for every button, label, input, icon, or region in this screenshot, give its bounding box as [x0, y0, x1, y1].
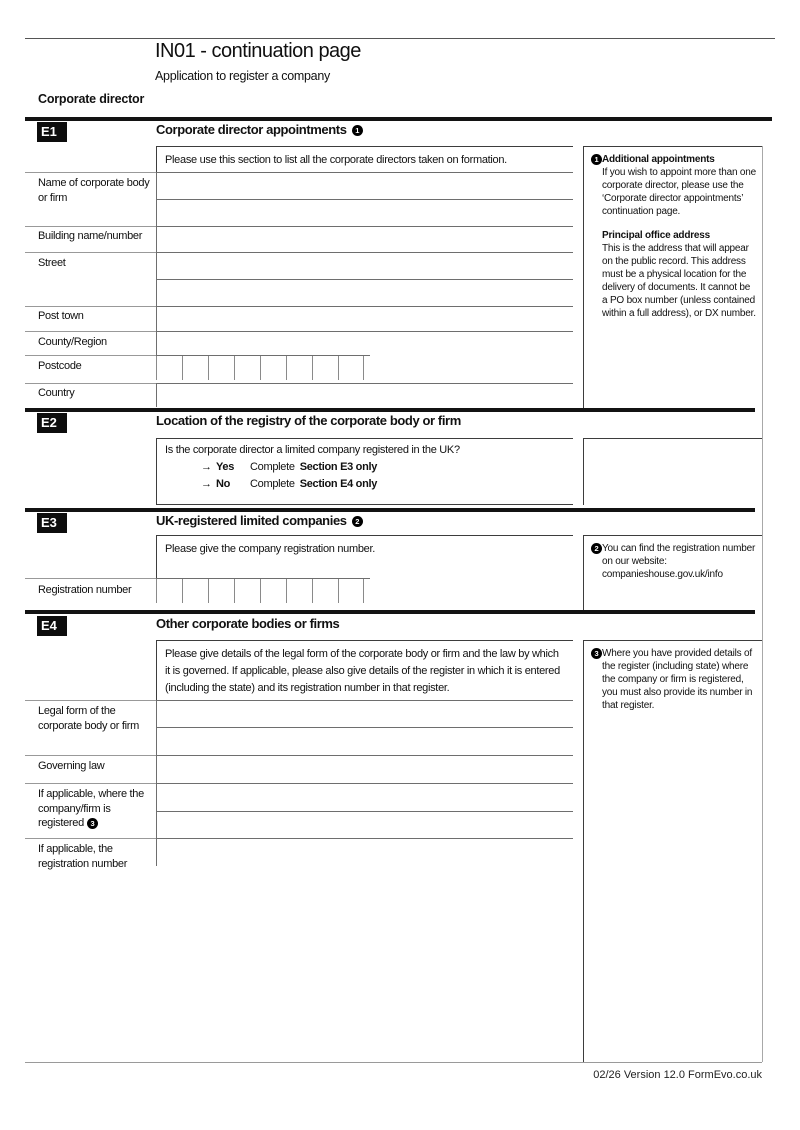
county-region-label: County/Region: [38, 336, 107, 348]
postcode-box[interactable]: [338, 356, 364, 380]
option-answer: Yes: [216, 461, 235, 473]
note-ref-1-icon: 1: [352, 125, 363, 136]
bottom-rule: [25, 1062, 762, 1063]
street-label: Street: [38, 257, 66, 269]
postcode-box[interactable]: [208, 356, 234, 380]
label-separator: [25, 755, 156, 756]
section-e4-badge: E4: [37, 616, 67, 636]
note-title: Additional appointments: [602, 154, 715, 165]
governing-law-label: Governing law: [38, 760, 105, 772]
registration-number-box[interactable]: [260, 579, 286, 603]
section-e2-badge: E2: [37, 413, 67, 433]
e1-guidance-text: Please use this section to list all the corporate directors taken on formation.: [165, 154, 507, 166]
name-of-corporate-body-label: Name of corporate body or firm: [38, 177, 150, 204]
note-register-details: [591, 647, 758, 712]
legal-form-label: Legal form of the corporate body or firm: [38, 705, 139, 732]
label-separator: [25, 355, 156, 356]
e2-option-yes: [165, 461, 565, 473]
option-answer: No: [216, 478, 231, 490]
option-target: Section E4 only: [299, 478, 378, 490]
note-ref-3-icon: 3: [87, 818, 98, 829]
registration-number-box[interactable]: [182, 579, 208, 603]
label-separator: [25, 226, 156, 227]
e3-notes: [583, 535, 762, 610]
label-separator: [25, 838, 156, 839]
registration-number-box[interactable]: [234, 579, 260, 603]
registration-number-label: Registration number: [38, 584, 132, 596]
building-name-number-label: Building name/number: [38, 230, 143, 242]
postcode-box[interactable]: [182, 356, 208, 380]
where-registered-input-2[interactable]: [156, 811, 573, 838]
note-additional-appointments: [591, 153, 758, 218]
building-name-number-input[interactable]: [156, 226, 573, 252]
section-e4-heading: [156, 616, 339, 631]
registration-number-if-applicable-label: If applicable, the registration number: [38, 843, 128, 870]
section-e1-badge: E1: [37, 122, 67, 142]
e1-guidance-box: [156, 146, 573, 172]
e4-guidance-box: [156, 640, 573, 700]
corporate-director-heading: Corporate director: [38, 92, 145, 106]
governing-law-input[interactable]: [156, 755, 573, 783]
section-e4-heading-text: Other corporate bodies or firms: [156, 616, 340, 631]
country-input[interactable]: [156, 383, 573, 407]
postcode-box[interactable]: [286, 356, 312, 380]
registration-number-box[interactable]: [156, 579, 182, 603]
section-e3-divider: [25, 508, 755, 512]
label-separator: [25, 383, 156, 384]
registration-number-box[interactable]: [286, 579, 312, 603]
note-ref-3-icon: 3: [591, 648, 602, 659]
postcode-label: Postcode: [38, 360, 82, 372]
arrow-right-icon: →: [201, 461, 212, 473]
option-instruction: Complete: [250, 478, 295, 490]
section-e3-heading-text: UK-registered limited companies: [156, 513, 347, 528]
where-registered-label: [38, 787, 154, 831]
postcode-box[interactable]: [312, 356, 338, 380]
postcode-box[interactable]: [260, 356, 286, 380]
footer-version-text: 02/26 Version 12.0 FormEvo.co.uk: [593, 1069, 762, 1081]
section-e3-badge: E3: [37, 513, 67, 533]
option-target: Section E3 only: [299, 461, 378, 473]
section-e3-heading: [156, 513, 363, 528]
e2-question-box: [156, 438, 573, 505]
label-separator: [25, 700, 156, 701]
form-subtitle: Application to register a company: [155, 69, 330, 83]
top-rule: [25, 38, 775, 39]
postcode-comb: [156, 355, 370, 380]
name-of-corporate-body-input-1[interactable]: [156, 172, 573, 199]
legal-form-input-1[interactable]: [156, 700, 573, 727]
post-town-label: Post town: [38, 310, 84, 322]
section-e4-divider: [25, 610, 755, 614]
street-input-1[interactable]: [156, 252, 573, 279]
label-separator: [25, 172, 156, 173]
e4-guidance-text: Please give details of the legal form of the corporate body or firm and the law by which it is governed. If applicable, please also give details of the register in which it is entered (including the state) and its registration number in that register.: [165, 648, 560, 694]
legal-form-input-2[interactable]: [156, 727, 573, 755]
note-registration-number: [591, 542, 758, 581]
label-separator: [25, 252, 156, 253]
section-e2-divider: [25, 408, 755, 412]
name-of-corporate-body-input-2[interactable]: [156, 199, 573, 226]
e3-guidance-text: Please give the company registration number.: [165, 543, 375, 555]
e2-option-no: [165, 478, 565, 490]
e4-notes: [583, 640, 762, 1062]
label-separator: [25, 306, 156, 307]
street-input-2[interactable]: [156, 279, 573, 306]
country-label: Country: [38, 387, 75, 399]
section-e1-heading: [156, 122, 363, 137]
label-separator: [25, 578, 156, 579]
post-town-input[interactable]: [156, 306, 573, 331]
registration-number-if-applicable-input[interactable]: [156, 838, 573, 866]
e2-question-text: Is the corporate director a limited company registered in the UK?: [165, 444, 460, 456]
note-principal-office-address: [591, 229, 758, 320]
note-ref-1-icon: 1: [591, 154, 602, 165]
arrow-right-icon: →: [201, 478, 212, 490]
note-title: Principal office address: [602, 230, 711, 241]
note-body: If you wish to appoint more than one corporate director, please use the ‘Corporate director appointments’ continuation page.: [602, 167, 757, 217]
registration-number-box[interactable]: [338, 579, 364, 603]
note-ref-2-icon: 2: [591, 543, 602, 554]
e3-guidance-box: [156, 535, 573, 578]
postcode-box[interactable]: [234, 356, 260, 380]
county-region-input[interactable]: [156, 331, 573, 355]
where-registered-input-1[interactable]: [156, 783, 573, 811]
section-e1-divider: [25, 117, 772, 121]
postcode-box[interactable]: [156, 356, 182, 380]
note-body: Where you have provided details of the register (including state) where the company or firm is registered, you must also provide its number in that register.: [602, 648, 753, 711]
option-instruction: Complete: [250, 461, 295, 473]
label-separator: [25, 783, 156, 784]
note-body: This is the address that will appear on the public record. This address must be a physical location for the delivery of documents. It cannot be a PO box number (unless contained within a full address), or DX number.: [602, 243, 756, 319]
section-e2-heading: [156, 413, 461, 428]
note-body: You can find the registration number on our website: companieshouse.gov.uk/info: [602, 543, 756, 580]
registration-number-comb: [156, 578, 370, 603]
e1-notes: [583, 146, 762, 408]
section-e2-heading-text: Location of the registry of the corporate body or firm: [156, 413, 461, 428]
e2-side-box: [583, 438, 762, 505]
registration-number-box[interactable]: [312, 579, 338, 603]
notes-column-right-rule: [762, 146, 763, 1062]
section-e1-heading-text: Corporate director appointments: [156, 122, 347, 137]
note-ref-2-icon: 2: [352, 516, 363, 527]
where-registered-label-text: If applicable, where the company/firm is registered: [38, 788, 144, 829]
registration-number-box[interactable]: [208, 579, 234, 603]
form-title: IN01 - continuation page: [155, 40, 361, 62]
label-separator: [25, 331, 156, 332]
